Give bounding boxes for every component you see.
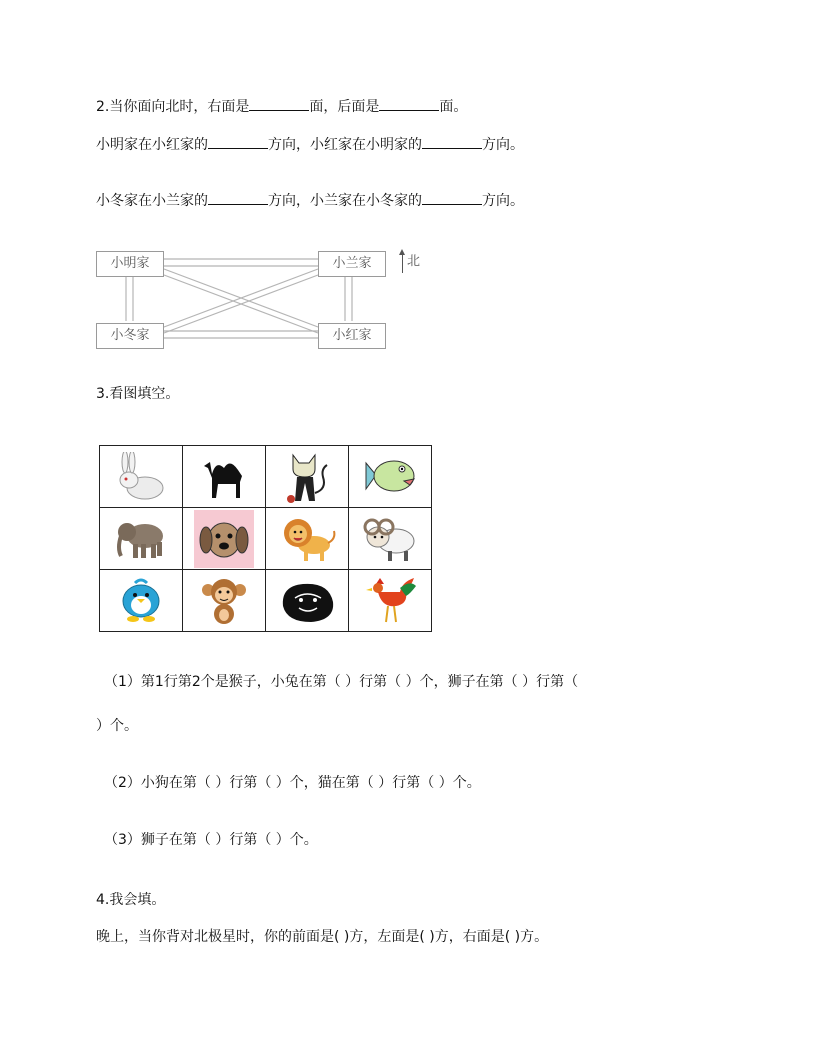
rabbit-icon xyxy=(113,452,169,502)
q2-line-2 xyxy=(96,134,524,155)
q3-sub2: （2）小狗在第（ ）行第（ ）个，猫在第（ ）行第（ ）个。 xyxy=(104,775,481,791)
q4-title: 4.我会填。 xyxy=(96,892,166,908)
answer-blank[interactable] xyxy=(422,134,482,149)
q3-sub3: （3）狮子在第（ ）行第（ ）个。 xyxy=(104,832,318,848)
grid-row xyxy=(100,570,432,632)
grid-cell-panther xyxy=(266,570,349,632)
animal-grid xyxy=(99,445,432,632)
grid-cell-rabbit xyxy=(100,446,183,508)
q2-line2-part-b: 方向，小红家在小明家的 xyxy=(268,137,422,153)
grid-row xyxy=(100,508,432,570)
elephant-icon xyxy=(113,516,169,562)
fish-icon xyxy=(360,453,420,501)
q2-line-3 xyxy=(96,190,524,211)
sheep-icon xyxy=(360,513,420,565)
grid-cell-monkey xyxy=(183,570,266,632)
answer-blank[interactable] xyxy=(208,134,268,149)
q2-line3-part-b: 方向，小兰家在小冬家的 xyxy=(268,193,422,209)
house-xiaoming: 小明家 xyxy=(96,251,164,277)
grid-cell-camel xyxy=(183,446,266,508)
q2-line2-part-c: 方向。 xyxy=(482,137,524,153)
dog-icon xyxy=(194,510,254,568)
grid-cell-dog xyxy=(183,508,266,570)
monkey-icon xyxy=(196,574,252,628)
grid-cell-rooster xyxy=(349,570,432,632)
house-xiaohong: 小红家 xyxy=(318,323,386,349)
q3-sub1-line1: （1）第1行第2个是猴子，小兔在第（ ）行第（ ）个，狮子在第（ ）行第（ xyxy=(104,674,579,690)
q2-line-1 xyxy=(96,96,467,117)
q4-text: 晚上，当你背对北极星时，你的前面是( )方，左面是( )方，右面是( )方。 xyxy=(96,929,549,945)
q2-line1-part-b: 面，后面是 xyxy=(309,99,380,115)
answer-blank[interactable] xyxy=(422,190,482,205)
lion-icon xyxy=(276,513,338,565)
answer-blank[interactable] xyxy=(249,96,309,111)
house-xiaodong: 小冬家 xyxy=(96,323,164,349)
grid-cell-cat xyxy=(266,446,349,508)
q2-line2-part-a: 小明家在小红家的 xyxy=(96,137,208,153)
penguin-icon xyxy=(113,575,169,627)
grid-cell-penguin xyxy=(100,570,183,632)
panther-icon xyxy=(277,576,337,626)
q2-line3-part-c: 方向。 xyxy=(482,193,524,209)
q3-title: 3.看图填空。 xyxy=(96,386,180,402)
grid-cell-sheep xyxy=(349,508,432,570)
grid-row xyxy=(100,446,432,508)
q3-sub1-line2: ）个。 xyxy=(96,718,138,734)
grid-cell-elephant xyxy=(100,508,183,570)
answer-blank[interactable] xyxy=(208,190,268,205)
q2-line1-part-a: 2.当你面向北时，右面是 xyxy=(96,99,250,115)
north-indicator xyxy=(402,250,420,273)
rooster-icon xyxy=(362,574,418,628)
grid-cell-lion xyxy=(266,508,349,570)
direction-map xyxy=(96,247,426,351)
north-label: 北 xyxy=(407,254,421,269)
q2-line3-part-a: 小冬家在小兰家的 xyxy=(96,193,208,209)
camel-icon xyxy=(196,452,252,502)
answer-blank[interactable] xyxy=(379,96,439,111)
house-xiaolan: 小兰家 xyxy=(318,251,386,277)
north-arrow-icon xyxy=(402,251,403,273)
cat-icon xyxy=(279,449,335,505)
q2-line1-part-c: 面。 xyxy=(439,99,468,115)
grid-cell-fish xyxy=(349,446,432,508)
